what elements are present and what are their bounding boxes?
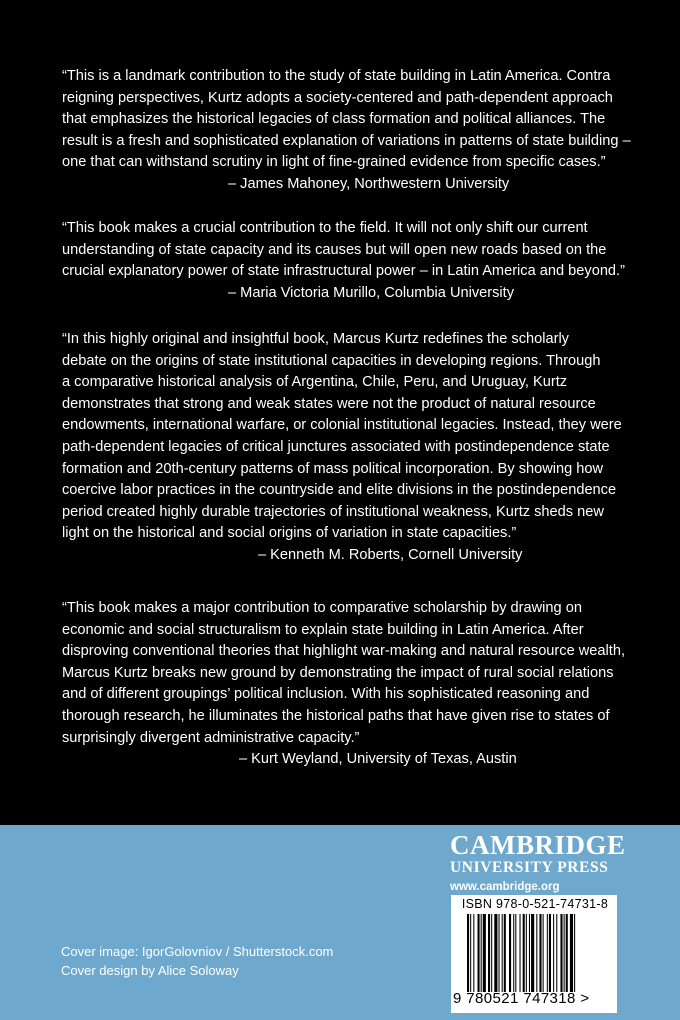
endorsement-weyland xyxy=(62,598,632,771)
text-line: understanding of state capacity and its causes but will open new roads based on the xyxy=(62,241,607,258)
publisher-subtitle: UNIVERSITY PRESS xyxy=(450,859,609,876)
text-line: surprisingly divergent administrative capacity.” xyxy=(62,729,360,746)
barcode-bar xyxy=(526,914,527,992)
publisher-band xyxy=(0,825,680,1020)
barcode-bar xyxy=(566,914,568,992)
endorsement-attribution: – Kurt Weyland, University of Texas, Austin xyxy=(239,751,517,768)
cover-design-credit: Cover design by Alice Soloway xyxy=(61,963,239,978)
text-line: path-dependent legacies of critical junctures associated with postindependence state xyxy=(62,438,610,455)
text-line: reigning perspectives, Kurtz adopts a society-centered and path-dependent approach xyxy=(62,89,613,106)
publisher-logo xyxy=(450,831,630,895)
barcode-bar xyxy=(467,914,469,992)
endorsement-attribution: – Maria Victoria Murillo, Columbia University xyxy=(228,284,515,301)
publisher-website[interactable]: www.cambridge.org xyxy=(450,881,560,893)
endorsement-roberts xyxy=(62,329,632,567)
barcode-bar xyxy=(515,914,516,992)
text-line: endowments, international warfare, or colonial institutional legacies. Instead, they were xyxy=(62,417,622,434)
endorsement-text xyxy=(62,329,632,545)
barcode-bar xyxy=(520,914,521,992)
cover-image-credit: Cover image: IgorGolovniov / Shutterstock.com xyxy=(61,944,334,959)
barcode-bar xyxy=(478,914,480,992)
barcode-bar xyxy=(509,914,511,992)
text-line: light on the historical and social origins of variation in state capacities.” xyxy=(62,525,517,542)
endorsement-text xyxy=(62,598,632,749)
text-line: “This book makes a major contribution to comparative scholarship by drawing on xyxy=(62,600,582,616)
barcode-bar xyxy=(470,914,471,992)
barcode-digits: 9 780521 747318 > xyxy=(453,990,590,1007)
text-line: one that can withstand scrutiny in light of fine-grained evidence from specific cases.” xyxy=(62,154,606,171)
barcode-bar xyxy=(513,914,514,992)
barcode-bar xyxy=(531,914,534,992)
barcode-bar xyxy=(570,914,573,992)
text-line: “This is a landmark contribution to the study of state building in Latin America. Contra xyxy=(62,68,611,84)
isbn-barcode xyxy=(451,895,617,1013)
barcode-bar xyxy=(549,914,551,992)
barcode-bar xyxy=(483,914,486,992)
barcode-bar xyxy=(502,914,503,992)
barcode-bar xyxy=(481,914,482,992)
text-line: demonstrates that strong and weak states were not the product of natural resource xyxy=(62,395,596,412)
text-line: economic and social structuralism to explain state building in Latin America. After xyxy=(62,621,584,638)
barcode-bar xyxy=(547,914,548,992)
text-line: Marcus Kurtz breaks new ground by demonstrating the impact of rural social relations xyxy=(62,664,614,681)
barcode-bar xyxy=(491,914,492,992)
text-line: a comparative historical analysis of Argentina, Chile, Peru, and Uruguay, Kurtz xyxy=(62,374,568,391)
text-line: formation and 20th-century patterns of mass political incorporation. By showing how xyxy=(62,460,604,477)
endorsement-attribution: – James Mahoney, Northwestern University xyxy=(228,175,510,192)
text-line: crucial explanatory power of state infrastructural power – in Latin America and beyond.” xyxy=(62,263,625,280)
barcode-bars xyxy=(467,914,605,992)
text-line: coercive labor practices in the countryside and elite divisions in the postindependence xyxy=(62,482,617,499)
barcode-bar xyxy=(473,914,474,992)
endorsement-text xyxy=(62,218,632,283)
barcode-bar xyxy=(488,914,490,992)
publisher-name: CAMBRIDGE xyxy=(450,830,626,860)
endorsement-murillo xyxy=(62,218,632,304)
barcode-bar xyxy=(494,914,497,992)
barcode-bar xyxy=(560,914,562,992)
text-line: period created highly durable trajectories of institutional weakness, Kurtz sheds new xyxy=(62,503,604,520)
isbn-label: ISBN 978-0-521-74731-8 xyxy=(461,897,609,911)
barcode-bar xyxy=(529,914,530,992)
text-line: and of different groupings’ political inclusion. With his sophisticated reasoning and xyxy=(62,686,590,703)
endorsement-mahoney xyxy=(62,66,632,196)
text-line: “This book makes a crucial contribution to the field. It will not only shift our current xyxy=(62,220,588,236)
barcode-bar xyxy=(539,914,541,992)
barcode-bar xyxy=(564,914,565,992)
text-line: disproving conventional theories that highlight war-making and natural resource wealth, xyxy=(62,643,625,660)
barcode-bar xyxy=(574,914,575,992)
text-line: “In this highly original and insightful book, Marcus Kurtz redefines the scholarly xyxy=(62,331,569,347)
barcode-bar xyxy=(553,914,554,992)
barcode-bar xyxy=(536,914,537,992)
endorsement-attribution: – Kenneth M. Roberts, Cornell University xyxy=(258,546,523,563)
text-line: debate on the origins of state institutional capacities in developing regions. Through xyxy=(62,352,601,369)
barcode-bar xyxy=(499,914,500,992)
text-line: result is a fresh and sophisticated explanation of variations in patterns of state building – xyxy=(62,132,631,149)
text-line: that emphasizes the historical legacies of class formation and political alliances. The xyxy=(62,111,606,128)
endorsement-text xyxy=(62,66,632,174)
barcode-bar xyxy=(523,914,525,992)
barcode-bar xyxy=(504,914,506,992)
barcode-bar xyxy=(556,914,557,992)
barcode-bar xyxy=(543,914,544,992)
text-line: thorough research, he illuminates the historical paths that have given rise to states of xyxy=(62,707,610,724)
cover-credits xyxy=(61,942,333,980)
